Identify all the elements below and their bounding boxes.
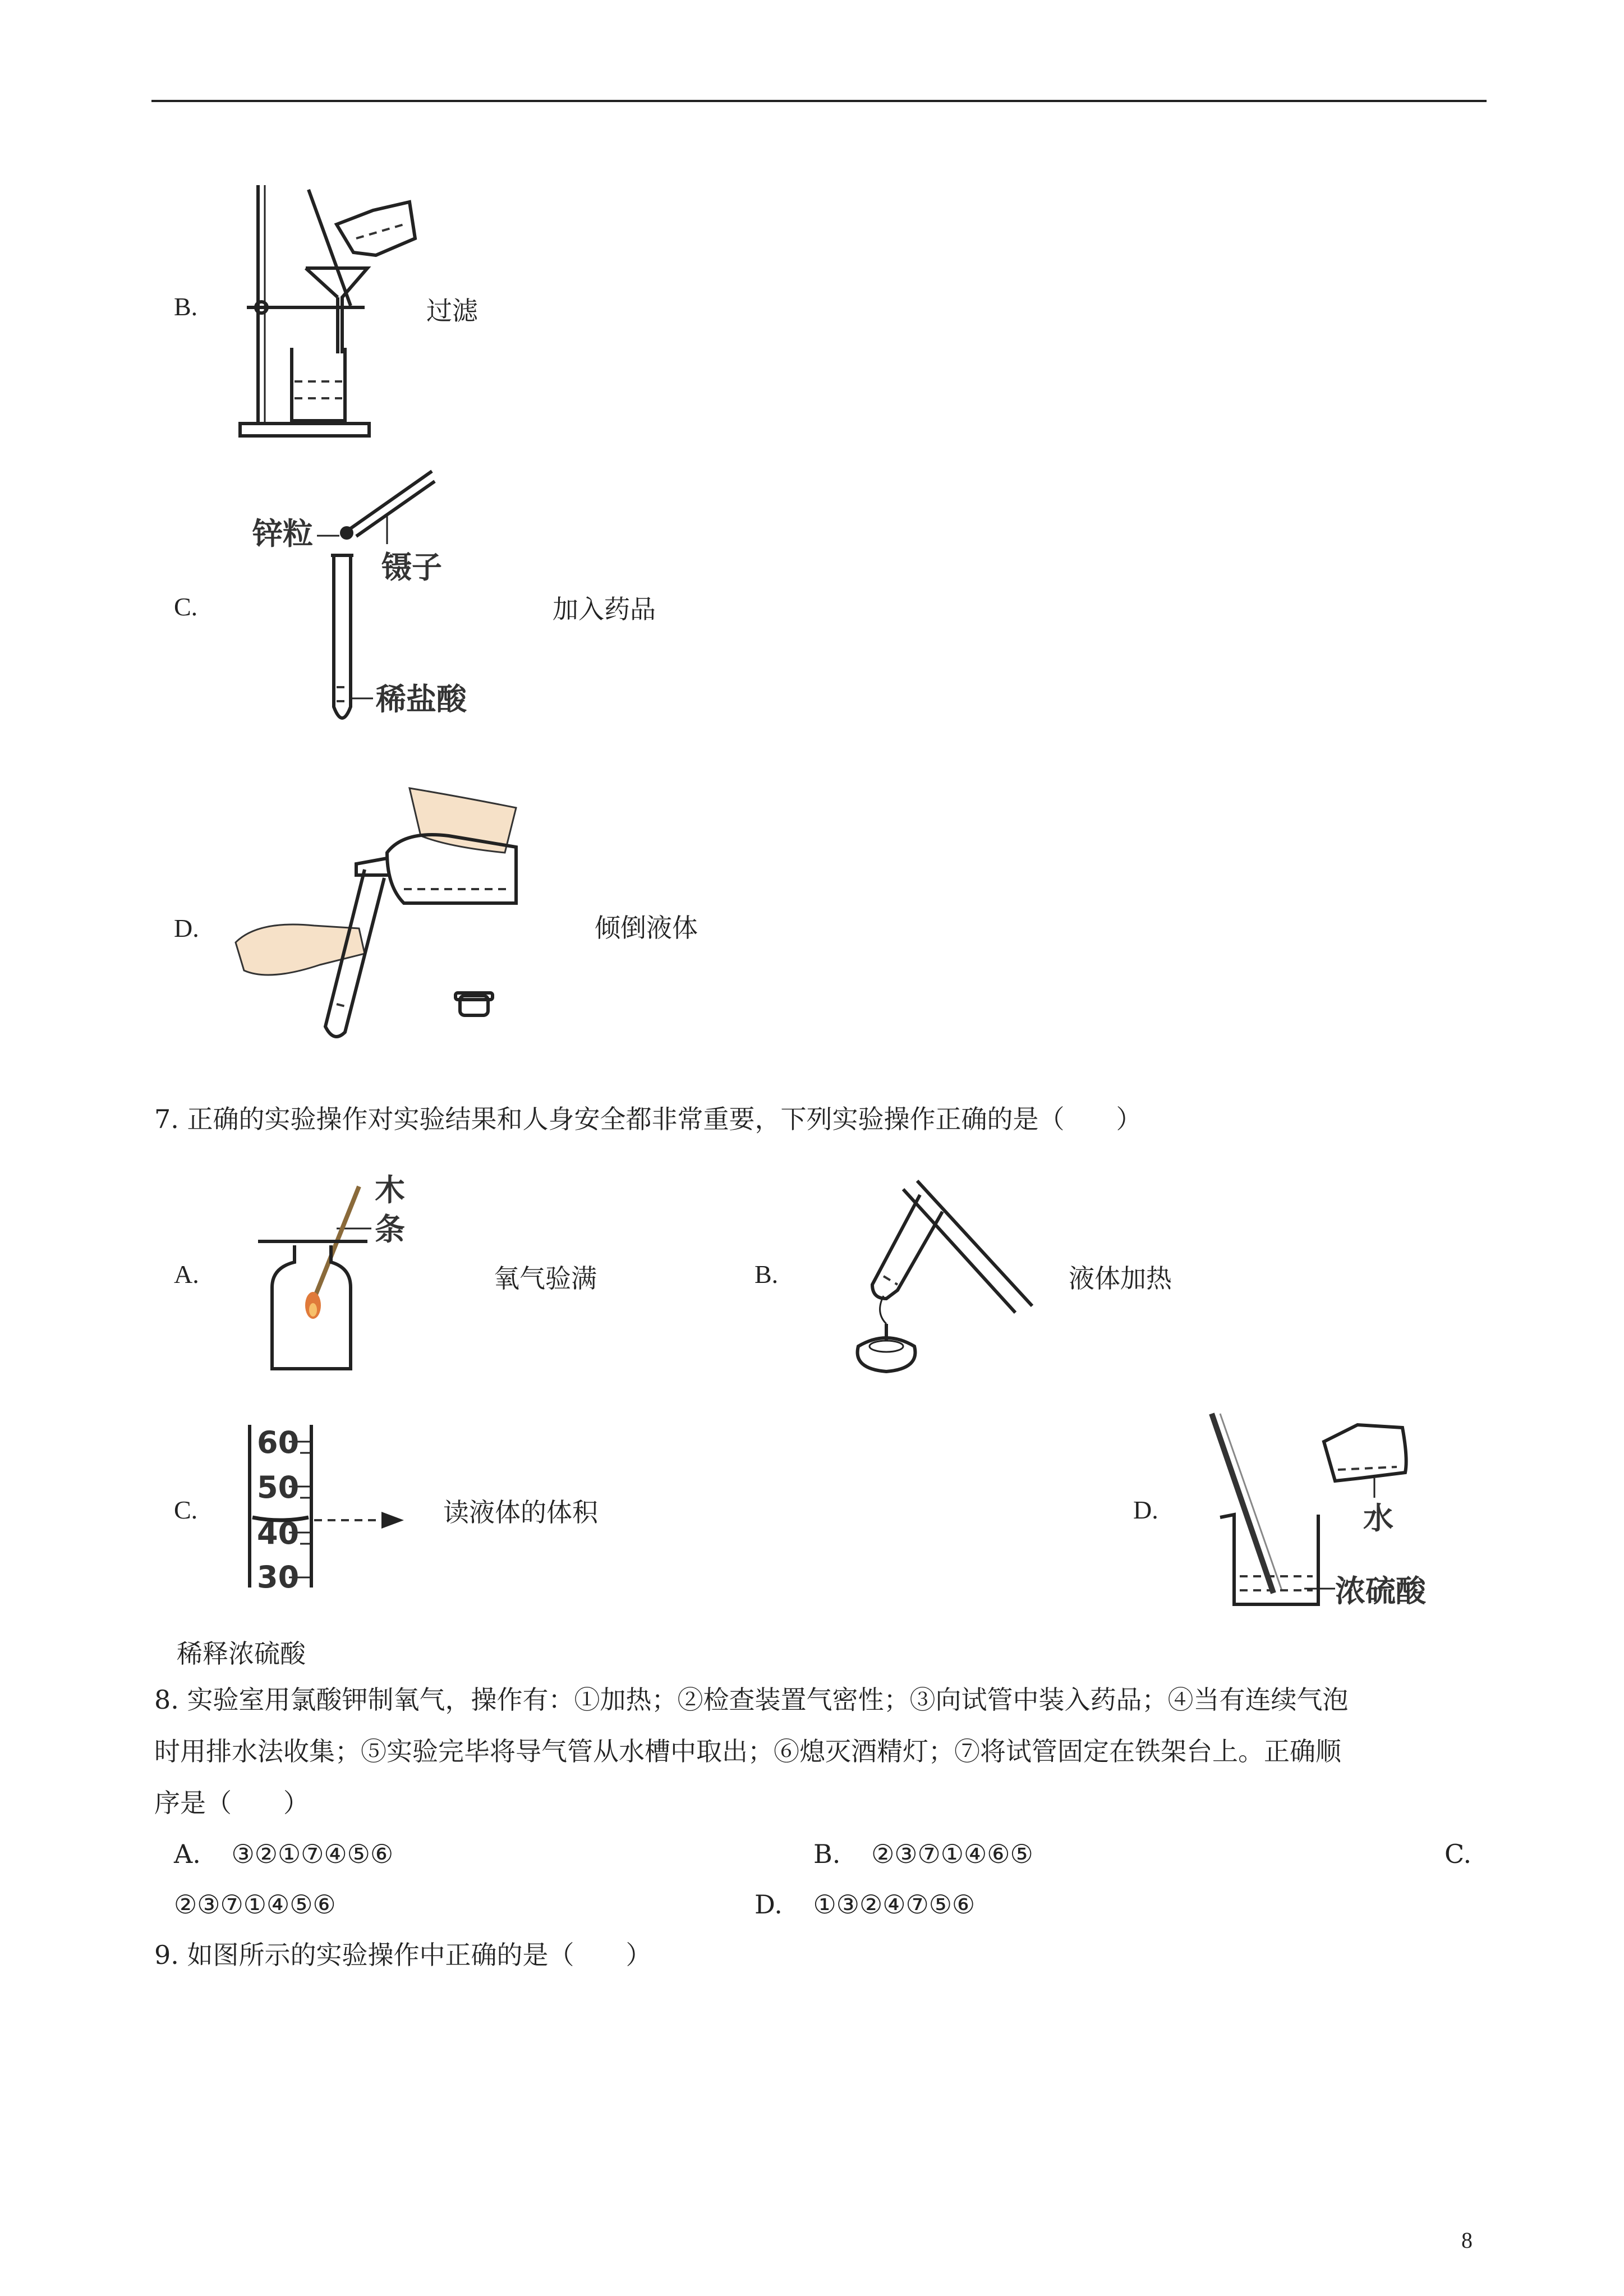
q8-option-d-text: ①③②④⑦⑤⑥ (813, 1889, 976, 1920)
q7-option-b-letter: B. (755, 1260, 779, 1289)
q6-option-b-caption: 过滤 (426, 297, 478, 325)
page-number: 8 (1461, 2228, 1473, 2253)
tick-50: 50 (257, 1470, 300, 1505)
add-reagent-figure (247, 466, 505, 735)
water-label: 水 (1363, 1501, 1393, 1536)
tick-40: 40 (257, 1516, 300, 1551)
q8-option-d-letter: D. (755, 1889, 783, 1920)
acid-label: 浓硫酸 (1335, 1573, 1426, 1609)
q7-option-c-caption: 读液体的体积 (443, 1498, 598, 1527)
filtration-figure (236, 185, 426, 443)
q6-option-c-letter: C. (174, 592, 198, 621)
q7-option-b-caption: 液体加热 (1069, 1264, 1172, 1293)
wood-label-top: 木 (375, 1172, 405, 1208)
q8-option-b (813, 1837, 1033, 1871)
tick-60: 60 (257, 1425, 300, 1460)
acid-label: 稀盐酸 (376, 682, 467, 717)
q7-option-a-caption: 氧气验满 (494, 1264, 597, 1293)
q8-option-b-text: ②③⑦①④⑥⑤ (871, 1839, 1033, 1869)
q6-option-d-letter: D. (174, 914, 199, 942)
q7-option-d-letter: D. (1133, 1496, 1158, 1524)
q8-option-a-text: ③②①⑦④⑤⑥ (231, 1839, 394, 1869)
zinc-label: 锌粒 (252, 516, 313, 551)
q8-option-b-letter: B. (813, 1839, 841, 1869)
liquid-heating-figure (813, 1178, 1038, 1380)
q8-option-a (174, 1837, 393, 1871)
tweezers-label: 镊子 (381, 550, 442, 585)
q8-option-a-letter: A. (174, 1839, 201, 1869)
q6-option-b-letter: B. (174, 292, 198, 321)
tick-30: 30 (257, 1559, 300, 1595)
q7-option-d-caption: 稀释浓硫酸 (177, 1640, 306, 1668)
q8-stem-line-1: 8. 实验室用氯酸钾制氧气，操作有：①加热；②检查装置气密性；③向试管中装入药品；④当有连续气泡 (154, 1685, 1349, 1715)
q7-option-c-letter: C. (174, 1496, 198, 1524)
wood-label-bottom: 条 (375, 1212, 405, 1247)
q8-option-c-text: ②③⑦①④⑤⑥ (174, 1889, 336, 1920)
q8-option-d (755, 1888, 975, 1921)
q9-stem: 9. 如图所示的实验操作中正确的是（ ） (154, 1940, 652, 1970)
graduated-cylinder-figure (241, 1419, 421, 1599)
header-rule (151, 100, 1487, 102)
q8-option-c-letter: C. (1444, 1839, 1472, 1869)
q7-option-a-letter: A. (174, 1260, 199, 1289)
q8-stem-line-2: 时用排水法收集；⑤实验完毕将导气管从水槽中取出；⑥熄灭酒精灯；⑦将试管固定在铁架台上。正确顺 (154, 1736, 1341, 1766)
q6-option-c-caption: 加入药品 (553, 595, 656, 624)
q8-stem-line-3: 序是（ ） (154, 1788, 309, 1818)
q7-stem: 7. 正确的实验操作对实验结果和人身安全都非常重要，下列实验操作正确的是（ ） (154, 1104, 1142, 1134)
pouring-figure (236, 785, 527, 1043)
q6-option-d-caption: 倾倒液体 (595, 914, 698, 942)
oxygen-test-figure (247, 1170, 426, 1372)
dilute-acid-figure (1200, 1414, 1447, 1616)
